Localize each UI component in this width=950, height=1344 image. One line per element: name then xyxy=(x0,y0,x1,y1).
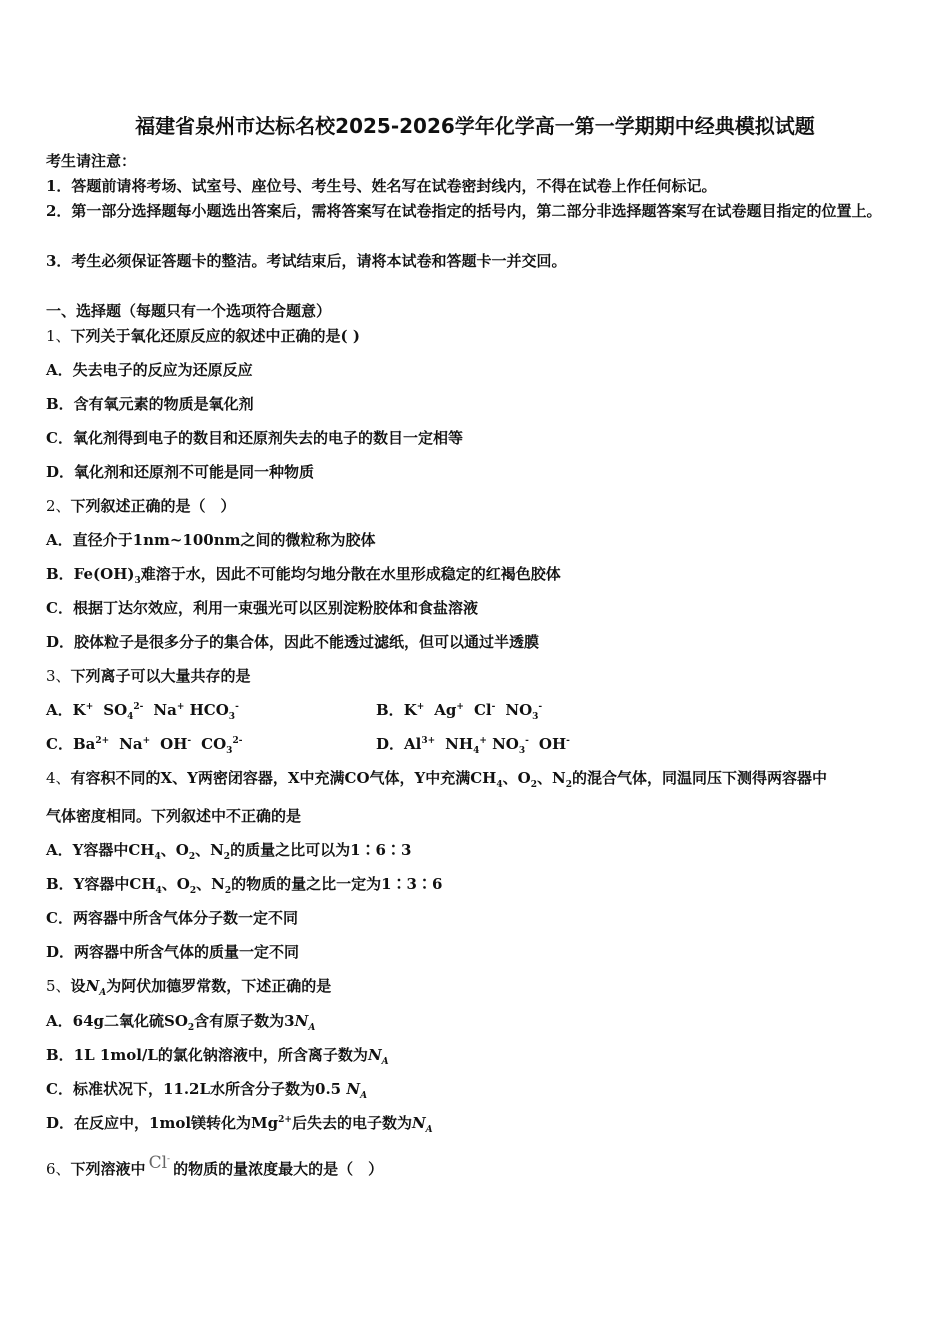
question-5-stem: 5、设$N_A$为阿伏加德罗常数，下述正确的是 xyxy=(46,977,332,998)
question-1-option-c: C．氧化剂得到电子的数目和还原剂失去的电子的数目一定相等 xyxy=(46,429,463,447)
question-2-option-a: A．直径介于1nm~100nm之间的微粒称为胶体 xyxy=(46,531,376,549)
notice-item-3: 3．考生必须保证答题卡的整洁。考试结束后，请将本试卷和答题卡一并交回。 xyxy=(46,252,567,270)
question-2-stem: 2、下列叙述正确的是（ ） xyxy=(46,497,236,515)
chloride-ion-symbol: Cl- xyxy=(148,1153,171,1173)
question-1-option-b: B．含有氧元素的物质是氧化剂 xyxy=(46,395,254,413)
question-5-option-d: D．在反应中，1mol镁转化为$Mg^{2+}$后失去的电子数为$N_A$ xyxy=(46,1114,433,1135)
question-2-option-b: B．$Fe(OH)_3$难溶于水，因此不可能均匀地分散在水里形成稳定的红褐色胶体 xyxy=(46,565,561,586)
question-2-option-c: C．根据丁达尔效应，利用一束强光可以区别淀粉胶体和食盐溶液 xyxy=(46,599,478,617)
question-3-option-a: A．K+ $SO_4^{2-}$ Na+ $HCO_3^-$ xyxy=(46,701,239,722)
question-4-option-d: D．两容器中所含气体的质量一定不同 xyxy=(46,943,300,961)
notice-item-1: 1．答题前请将考场、试室号、座位号、考生号、姓名写在试卷密封线内，不得在试卷上作任何标记。 xyxy=(46,177,717,195)
notice-item-2: 2．第一部分选择题每小题选出答案后，需将答案写在试卷指定的括号内，第二部分非选择题答案写在试卷题目指定的位置上。 xyxy=(46,202,882,220)
page-title: 福建省泉州市达标名校2025-2026学年化学高一第一学期期中经典模拟试题 xyxy=(135,114,815,138)
question-1-option-d: D．氧化剂和还原剂不可能是同一种物质 xyxy=(46,463,315,481)
section-heading: 一、选择题（每题只有一个选项符合题意） xyxy=(46,302,332,320)
question-5-option-b: B．1L 1mol/L的氯化钠溶液中，所含离子数为$N_A$ xyxy=(46,1046,389,1067)
notice-heading: 考生请注意： xyxy=(46,152,137,170)
question-3-row-cd xyxy=(46,733,906,755)
question-4-option-c: C．两容器中所含气体分子数一定不同 xyxy=(46,909,298,927)
question-4-option-a: A．Y容器中$CH_4$、$O_2$、$N_2$的质量之比可以为1∶6∶3 xyxy=(46,841,412,862)
question-3-row-ab xyxy=(46,699,906,721)
question-5-option-c: C．标准状况下，11.2L水所含分子数为0.5 $N_A$ xyxy=(46,1080,368,1101)
question-3-option-c: C．$Ba^{2+}$ Na+ OH- $CO_3^{2-}$ xyxy=(46,735,243,756)
question-4-stem-line-1: 4、有容积不同的X、Y两密闭容器，X中充满CO气体，Y中充满$CH_4$、$O_2$、$N_2$的混合气体，同温同压下测得两容器中 xyxy=(46,769,827,790)
question-4-stem-line-2: 气体密度相同。下列叙述中不正确的是 xyxy=(46,807,302,825)
question-5-option-a: A．64g二氧化硫$SO_2$含有原子数为$3N_A$ xyxy=(46,1012,316,1033)
question-2-option-d: D．胶体粒子是很多分子的集合体，因此不能透过滤纸，但可以通过半透膜 xyxy=(46,633,540,651)
question-3-option-d: D．$Al^{3+}$ $NH_4^+$ $NO_3^-$ OH- xyxy=(376,735,570,756)
question-1-option-a: A．失去电子的反应为还原反应 xyxy=(46,361,253,379)
question-6-stem: 6、下列溶液中 Cl-的物质的量浓度最大的是（ ） xyxy=(46,1153,384,1178)
question-3-stem: 3、下列离子可以大量共存的是 xyxy=(46,667,251,685)
question-1-stem: 1、下列关于氧化还原反应的叙述中正确的是( ) xyxy=(46,327,360,345)
question-3-option-b: B．K+ Ag+ Cl- $NO_3^-$ xyxy=(376,701,543,722)
question-4-option-b: B．Y容器中$CH_4$、$O_2$、$N_2$的物质的量之比一定为1∶3∶6 xyxy=(46,875,443,896)
